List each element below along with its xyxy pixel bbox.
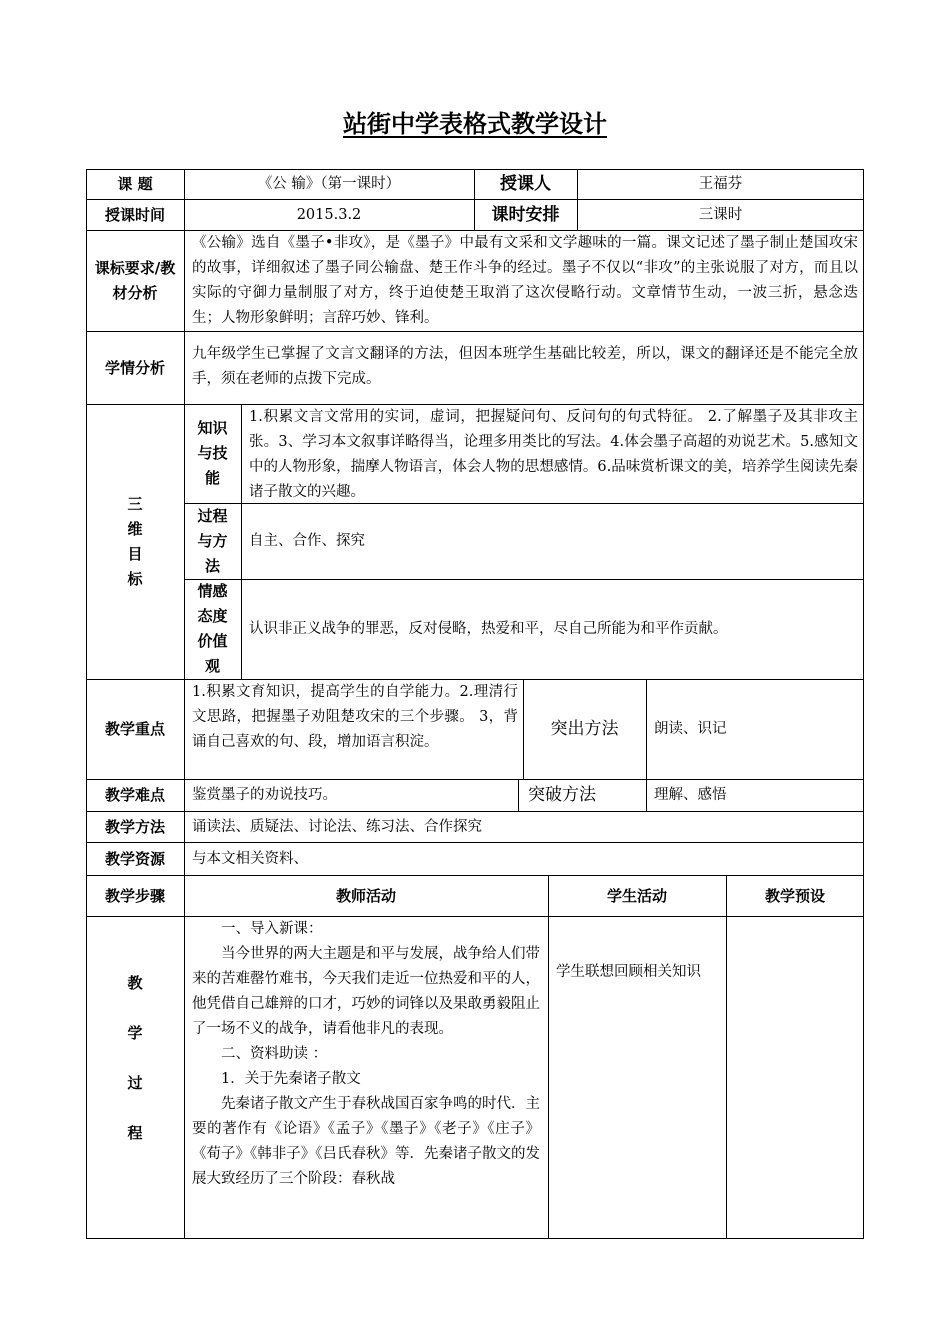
goal-process-label: 过程与方法 (197, 506, 228, 575)
time-value: 2015.3.2 (296, 206, 362, 223)
course-label: 课 题 (117, 175, 153, 193)
resources-label: 教学资源 (104, 849, 165, 868)
process-label: 教学过程 (127, 974, 143, 1142)
page-title: 站街中学表格式教学设计 (343, 110, 607, 138)
col-teacher-header: 教师活动 (335, 886, 396, 905)
teacher-label: 授课人 (500, 174, 551, 194)
goal-emotion-label: 情感态度价值观 (197, 582, 228, 675)
breakthrough-method-label: 突破方法 (528, 785, 596, 805)
time-label: 授课时间 (104, 205, 165, 224)
key-points-text: 1.积累文育知识，提高学生的自学能力。2.理清行文思路，把握墨子劝阻楚攻宋的三个步骤。 3，背诵自己喜欢的句、段，增加语言积淀。 (192, 684, 518, 750)
teacher-paragraph: 先秦诸子散文产生于春秋战国百家争鸣的时代．主要的著作有《论语》《孟子》《墨子》《老子》《庄子》《荀子》《韩非子》《吕氏春秋》等．先秦诸子散文的发展大致经历了三个阶段：春秋战 (192, 1096, 540, 1187)
teacher-paragraph: 当今世界的两大主题是和平与发展，战争给人们带来的苦难罄竹难书，今天我们走近一位热爱和平的人，他凭借自己雄辩的口才，巧妙的词锋以及果敢勇毅阻止了一场不义的战争，请看他非凡的表现。 (192, 946, 540, 1037)
highlight-method-value: 朗读、识记 (654, 721, 727, 737)
method-text: 诵读法、质疑法、讨论法、练习法、合作探究 (192, 818, 482, 835)
goals-label: 三维目标 (127, 494, 143, 588)
analysis-label: 课标要求/教材分析 (94, 258, 176, 302)
student-activity: 学生联想回顾相关知识 (556, 964, 701, 980)
breakthrough-method-value: 理解、感悟 (654, 787, 727, 803)
students-text: 九年级学生已掌握了文言文翻译的方法，但因本班学生基础比较差，所以，课文的翻译还是不能完全放手，须在老师的点拨下完成。 (192, 346, 858, 387)
goal-knowledge-label-cell (184, 404, 241, 503)
goals-label-cell (86, 404, 184, 679)
difficulty-label: 教学难点 (104, 786, 165, 804)
teacher-value: 王福芬 (698, 176, 743, 192)
goal-knowledge-label: 知识与技能 (197, 419, 228, 487)
teacher-paragraph: 二、资料助读 ： (221, 1046, 328, 1062)
key-points-label: 教学重点 (104, 720, 165, 738)
goal-emotion-label-cell (184, 579, 241, 679)
teacher-paragraph: 一、导入新课： (221, 921, 323, 937)
goal-process-label-cell (184, 503, 241, 579)
method-label: 教学方法 (104, 817, 165, 836)
analysis-label-cell (86, 230, 184, 331)
analysis-text: 《公输》选自《墨子•非攻》，是《墨子》中最有文采和文学趣味的一篇。课文记述了墨子制止楚国攻宋的故事，详细叙述了墨子同公输盘、楚王作斗争的经过。墨子不仅以“非攻”的主张说服了对方，而且以实际的守御力量制服了对方，终于迫使楚王取消了这次侵略行动。文章情节生动，一波三折，悬念迭生；人物形象鲜明；言辞巧妙、锋利。 (192, 235, 858, 326)
col-student-header: 学生活动 (606, 886, 667, 905)
schedule-value: 三课时 (698, 206, 743, 223)
goal-emotion-text: 认识非正义战争的罪恶，反对侵略，热爱和平，尽自己所能为和平作贡献。 (249, 621, 728, 637)
teacher-paragraph: 1．关于先秦诸子散文 (221, 1071, 361, 1087)
teacher-activity (192, 917, 540, 1192)
schedule-label: 课时安排 (491, 204, 560, 225)
difficulty-text: 鉴赏墨子的劝说技巧。 (192, 787, 337, 803)
course-value: 《公 输》（第一课时） (257, 176, 401, 192)
students-label: 学情分析 (104, 358, 165, 377)
highlight-method-label: 突出方法 (550, 719, 619, 739)
steps-label: 教学步骤 (104, 886, 165, 905)
process-label-cell (86, 916, 184, 1166)
goal-process-text: 自主、合作、探究 (249, 533, 365, 549)
col-preset-header: 教学预设 (764, 886, 825, 905)
goal-knowledge-text: 1.积累文言文常用的实词，虚词，把握疑问句、反问句的句式特征。 2.了解墨子及其非攻主张。3、学习本文叙事详略得当，论理多用类比的写法。4.体会墨子高超的劝说艺术。5.感知文中的人物形象，揣摩人物语言，体会人物的思想感情。6.品味赏析课文的美，培养学生阅读先秦诸子散文的兴趣。 (249, 409, 858, 500)
resources-text: 与本文相关资料、 (192, 850, 308, 867)
